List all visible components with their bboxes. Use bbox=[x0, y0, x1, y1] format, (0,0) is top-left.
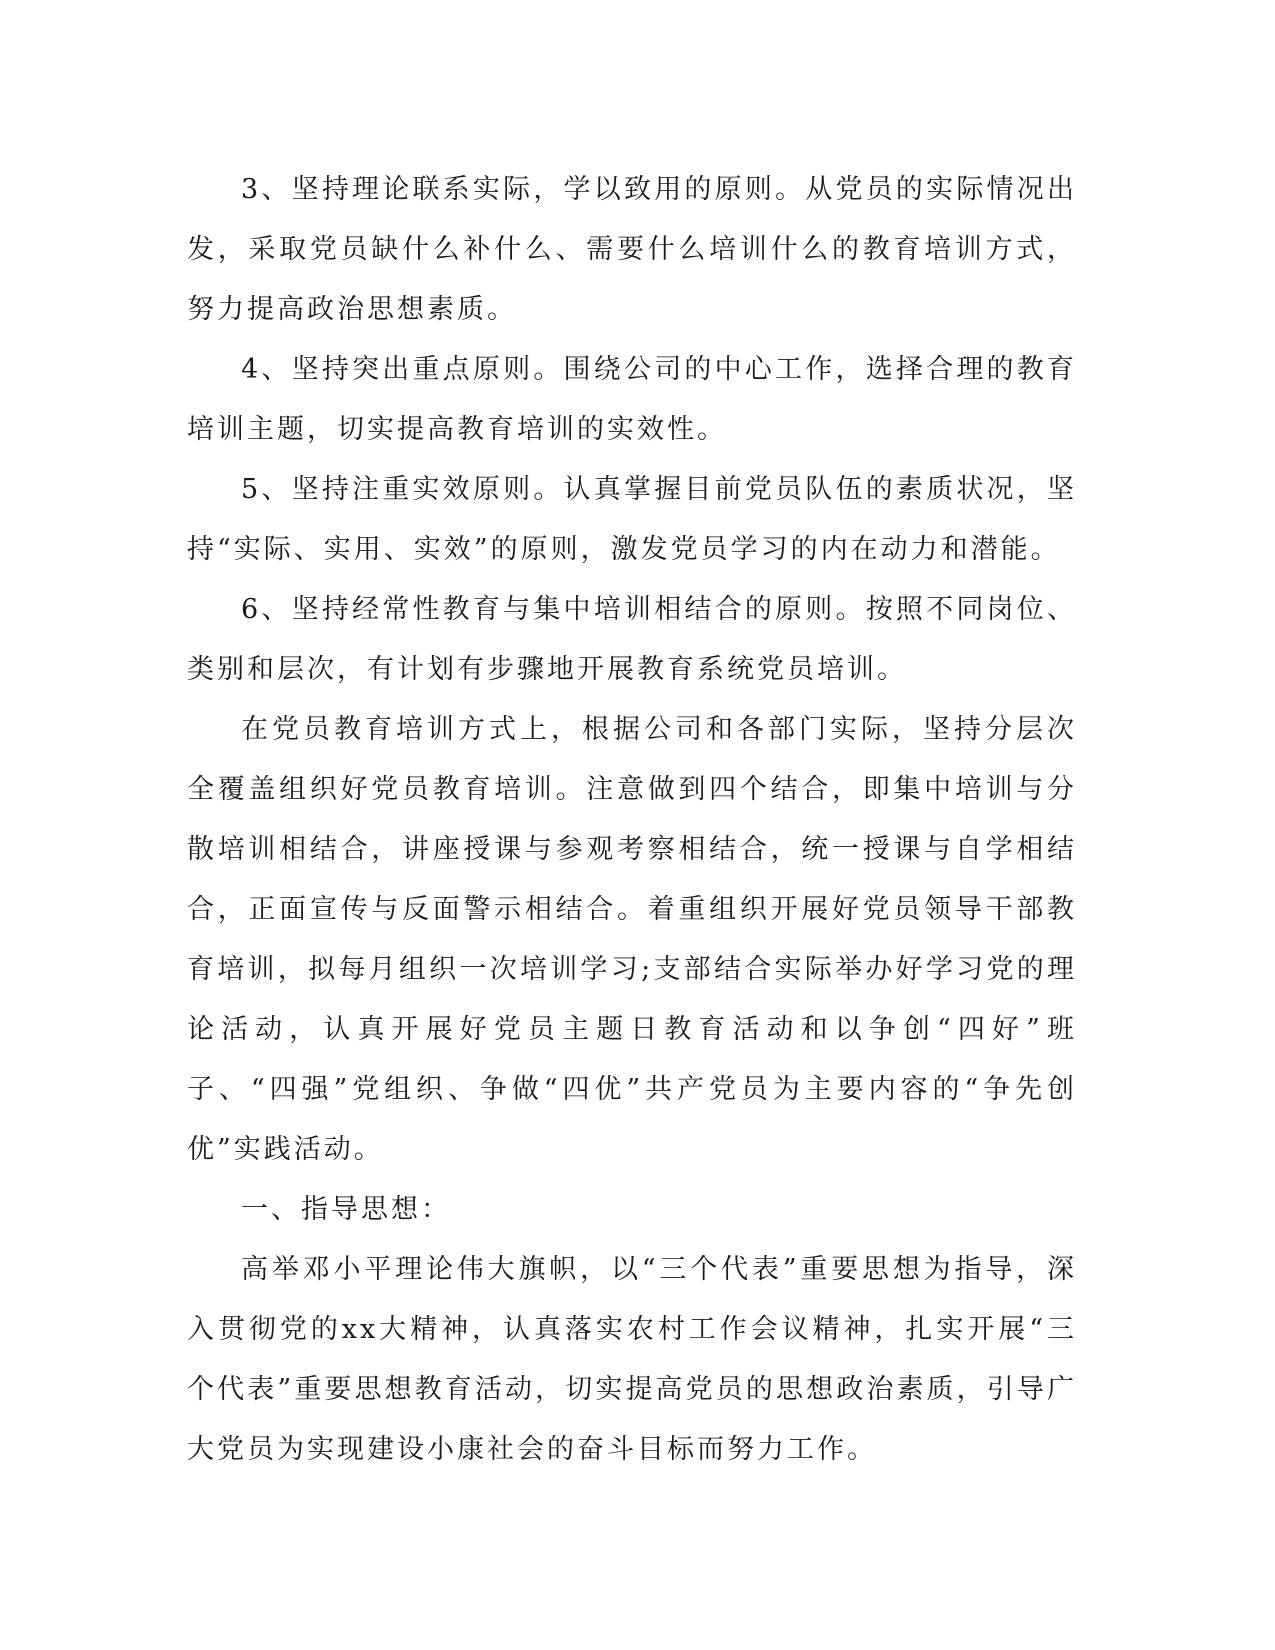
paragraph-principle-6: 6、坚持经常性教育与集中培训相结合的原则。按照不同岗位、类别和层次，有计划有步骤地开展教育系统党员培训。 bbox=[187, 594, 1077, 685]
section-heading-guiding-ideology: 一、指导思想： bbox=[241, 1194, 451, 1225]
paragraph-principle-3: 3、坚持理论联系实际，学以致用的原则。从党员的实际情况出发，采取党员缺什么补什么、需要什么培训什么的教育培训方式，努力提高政治思想素质。 bbox=[187, 174, 1077, 325]
paragraph-guiding-ideology: 高举邓小平理论伟大旗帜，以“三个代表”重要思想为指导，深入贯彻党的xx大精神，认真落实农村工作会议精神，扎实开展“三个代表”重要思想教育活动，切实提高党员的思想政治素质，引导广大党员为实现建设小康社会的奋斗目标而努力工作。 bbox=[187, 1254, 1077, 1465]
document-body bbox=[187, 160, 1077, 1480]
paragraph-training-methods: 在党员教育培训方式上，根据公司和各部门实际，坚持分层次全覆盖组织好党员教育培训。注意做到四个结合，即集中培训与分散培训相结合，讲座授课与参观考察相结合，统一授课与自学相结合，正面宣传与反面警示相结合。着重组织开展好党员领导干部教育培训，拟每月组织一次培训学习;支部结合实际举办好学习党的理论活动，认真开展好党员主题日教育活动和以争创“四好”班子、“四强”党组织、争做“四优”共产党员为主要内容的“争先创优”实践活动。 bbox=[187, 714, 1077, 1165]
paragraph-principle-5: 5、坚持注重实效原则。认真掌握目前党员队伍的素质状况，坚持“实际、实用、实效”的原则，激发党员学习的内在动力和潜能。 bbox=[187, 474, 1077, 565]
paragraph-principle-4: 4、坚持突出重点原则。围绕公司的中心工作，选择合理的教育培训主题，切实提高教育培训的实效性。 bbox=[187, 354, 1077, 445]
